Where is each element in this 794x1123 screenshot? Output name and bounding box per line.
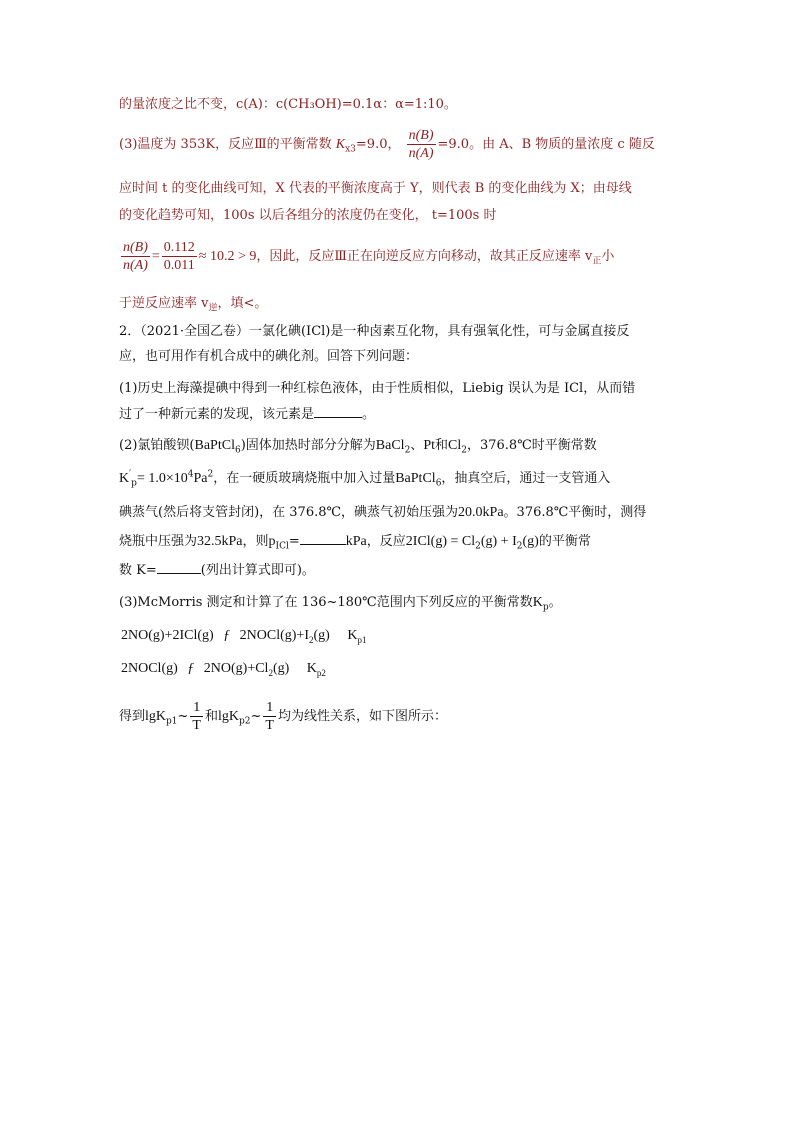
bapt-formula-2: BaPtCl: [395, 471, 436, 486]
eq2-k-subscript: p2: [316, 667, 326, 678]
s3-kp-subscript: p: [542, 602, 549, 613]
part3-text-line2: 应时间 t 的变化曲线可知，X 代表的平衡浓度高于 Y，则代表 B 的变化曲线为 X；由母线: [119, 181, 632, 196]
s2-line2-text-b: ，在一硬质玻璃烧瓶中加入过量: [213, 471, 396, 486]
reaction-equation-1: [121, 627, 366, 645]
subquestion1-line2: [119, 405, 375, 424]
kp-prime-exponent: 4: [187, 469, 194, 480]
v-forward-subscript: 正: [592, 256, 602, 267]
part3-line5-text: 于逆反应速率 v: [119, 296, 209, 311]
question2-intro-line2: [119, 348, 418, 366]
eq-fraction-2-denominator: 0.011: [163, 258, 195, 273]
eq1-k-subscript: p1: [357, 634, 367, 645]
answer-blank-k[interactable]: [157, 561, 201, 574]
s2-sep: 、: [410, 438, 424, 453]
s2-and: 和: [435, 438, 449, 453]
eq2-k-symbol: K: [306, 661, 317, 676]
subquestion1-text1: (1)历史上海藻提碘中得到一种红棕色液体，由于性质相似，Liebig 误认为是 ICl，从而错: [119, 381, 636, 396]
bapt-subscript-2: 6: [435, 478, 442, 489]
bacl-formula: BaCl: [375, 438, 405, 453]
eq2-products: 2NO(g)+Cl: [203, 661, 269, 676]
eq2-state: (g): [272, 661, 290, 676]
icl-reaction-mid: (g) + I: [480, 534, 517, 549]
p-icl-unit: kPa: [345, 534, 367, 549]
eq2-sub: 2: [268, 667, 273, 678]
bacl-subscript: 2: [404, 445, 411, 456]
s3-end: 。: [548, 595, 562, 610]
eq-approx: ≈ 10.2 > 9: [198, 249, 257, 264]
answer-blank-element[interactable]: [314, 405, 362, 418]
inverse-t-den-1: T: [192, 718, 201, 733]
equilibrium-arrow-glyph: ƒ: [223, 628, 231, 643]
p-icl-subscript: ICl: [275, 541, 289, 552]
total-pressure-value: 32.5kPa: [197, 534, 243, 549]
subquestion1-text2: 过了一种新元素的发现，该元素是: [119, 407, 315, 422]
s2-line2-text-c: ，抽真空后，通过一支管通入: [441, 471, 611, 486]
eq-fraction-1: [121, 240, 150, 273]
cl-formula: Cl: [448, 438, 462, 453]
s2-line4-text-b: ，则: [242, 534, 269, 549]
reaction-equation-2: [121, 660, 326, 678]
subquestion2-line4: [119, 532, 591, 551]
subquestion1-line1: [119, 380, 635, 398]
bapt-subscript: 6: [234, 445, 241, 456]
s2-line4-text-d: 的平衡常: [538, 534, 591, 549]
question2-intro-text2: 应，也可用作有机合成中的碘化剂。回答下列问题：: [119, 349, 419, 364]
initial-pressure-value: 20.0kPa: [458, 505, 504, 520]
lgkp1-subscript: p1: [166, 716, 178, 727]
solution-part3-line5: [119, 295, 267, 313]
s2-text-c: ，376.8℃时平衡常数: [466, 438, 597, 453]
s3-kp-symbol: K: [532, 595, 543, 610]
last-text-b: 均为线性关系，如下图所示：: [277, 709, 447, 724]
answer-blank-picl[interactable]: [300, 532, 346, 545]
eq-fraction-2-numerator: 0.112: [163, 240, 195, 255]
subquestion1-end: 。: [362, 407, 376, 422]
kp-prime-value: = 1.0×10: [136, 471, 188, 486]
s2-text-b: )固体加热时部分分解为: [240, 438, 376, 453]
eq1-state: (g): [313, 628, 330, 643]
eq-equals: =: [151, 249, 160, 264]
kp-prime-unit: Pa: [193, 471, 208, 486]
eq2-reactants: 2NOCl(g): [121, 661, 178, 676]
eq-fraction-1-denominator: n(A): [123, 258, 148, 273]
v-reverse-subscript: 逆: [208, 303, 218, 314]
kp-prime-symbol: K: [119, 471, 130, 486]
eq1-products: 2NOCl(g)+I: [239, 628, 309, 643]
s2-line3-text-a: 碘蒸气(然后将支管封闭)，在 376.8℃，碘蒸气初始压强为: [119, 505, 459, 520]
fraction-numerator: n(B): [408, 128, 434, 143]
pt-formula: Pt: [423, 438, 435, 453]
inverse-t-num-1: 1: [190, 700, 203, 717]
linear-relation-line: [119, 700, 447, 733]
bapt-formula: BaPtCl: [194, 438, 235, 453]
lgkp2-symbol: lgK: [218, 709, 239, 724]
question2-intro-line1: [119, 323, 629, 341]
equilibrium-arrow-glyph-2: ƒ: [187, 661, 195, 676]
p-icl-equals: =: [288, 534, 300, 549]
last-text-a: 得到: [119, 709, 146, 724]
ratio-fraction: [407, 128, 436, 161]
k-value: =9.0，: [355, 137, 401, 152]
inverse-t-num-2: 1: [263, 700, 276, 717]
inverse-t-fraction-2: [263, 700, 276, 733]
s2-text-a: (2)氯铂酸钡(: [119, 438, 195, 453]
question2-intro-text1: 2．（2021·全国乙卷）一氯化碘(ICl)是一种卤素互化物，具有强氧化性，可与金属直接反: [119, 324, 630, 339]
p-icl-symbol: p: [268, 534, 276, 549]
k-symbol: K: [335, 137, 346, 152]
subquestion3-line1: [119, 594, 562, 612]
icl-reaction-a: 2ICl(g) = Cl: [405, 534, 476, 549]
s2-line3-text-b: 。376.8℃平衡时，测得: [503, 505, 647, 520]
s2-line5-text-b: (列出计算式即可)。: [200, 563, 315, 578]
part3-text-line3: 的变化趋势可知，100s 以后各组分的浓度仍在变化， t=100s 时: [119, 208, 497, 223]
kp-prime-mark: ′: [129, 469, 132, 480]
icl-reaction-sub1: 2: [475, 541, 481, 552]
solution-part3-line1: [119, 128, 655, 161]
eq-fraction-2: [162, 240, 197, 273]
lgkp2-subscript: p2: [239, 716, 251, 727]
last-and: 和: [204, 709, 218, 724]
s2-line4-text-a: 烧瓶中压强为: [119, 534, 198, 549]
part3-label: (3)温度为 353K，反应Ⅲ的平衡常数: [119, 137, 332, 152]
kp-prime-unit-exponent: 2: [207, 469, 214, 480]
s2-line5-text-a: 数 K=: [119, 563, 157, 578]
tilde-1: ~: [177, 709, 189, 724]
inverse-t-fraction-1: [190, 700, 203, 733]
eq1-k-symbol: K: [347, 628, 358, 643]
solution-continuation-line: [119, 96, 457, 114]
part3-line5-end: ，填<。: [217, 296, 268, 311]
solution-part3-equation-line: [119, 240, 614, 273]
icl-reaction-sub2: 2: [516, 541, 523, 552]
kp-prime-subscript: p: [131, 478, 137, 489]
eq-fraction-1-numerator: n(B): [123, 240, 148, 255]
part3-conclusion-end: 小: [601, 249, 615, 264]
cl-subscript: 2: [461, 445, 467, 456]
subquestion2-line1: [119, 437, 597, 455]
part3-after-text: =9.0。由 A、B 物质的量浓度 c 随反: [437, 137, 655, 152]
part3-conclusion-text: ，因此，反应Ⅲ正在向逆反应方向移动，故其正反应速率 v: [256, 249, 593, 264]
subquestion2-line3: [119, 504, 646, 522]
s2-line4-text-c: ，反应: [366, 534, 406, 549]
tilde-2: ~: [250, 709, 262, 724]
k-subscript: x3: [345, 144, 356, 155]
eq1-reactants: 2NO(g)+2ICl(g): [121, 628, 214, 643]
s3-text: (3)McMorris 测定和计算了在 136~180℃范围内下列反应的平衡常数: [119, 595, 533, 610]
fraction-denominator: n(A): [408, 146, 434, 161]
eq1-sub: 2: [309, 634, 314, 645]
icl-reaction-end: (g): [522, 534, 539, 549]
subquestion2-line2: [119, 470, 610, 488]
subquestion2-line5: [119, 561, 315, 580]
solution-part3-line3: [119, 207, 496, 225]
solution-part3-line2: [119, 180, 632, 198]
inverse-t-den-2: T: [265, 718, 274, 733]
ratio-text: 的量浓度之比不变，c(A)：c(CH₃OH)=0.1α：α=1:10。: [119, 97, 457, 112]
lgkp1-symbol: lgK: [145, 709, 167, 724]
